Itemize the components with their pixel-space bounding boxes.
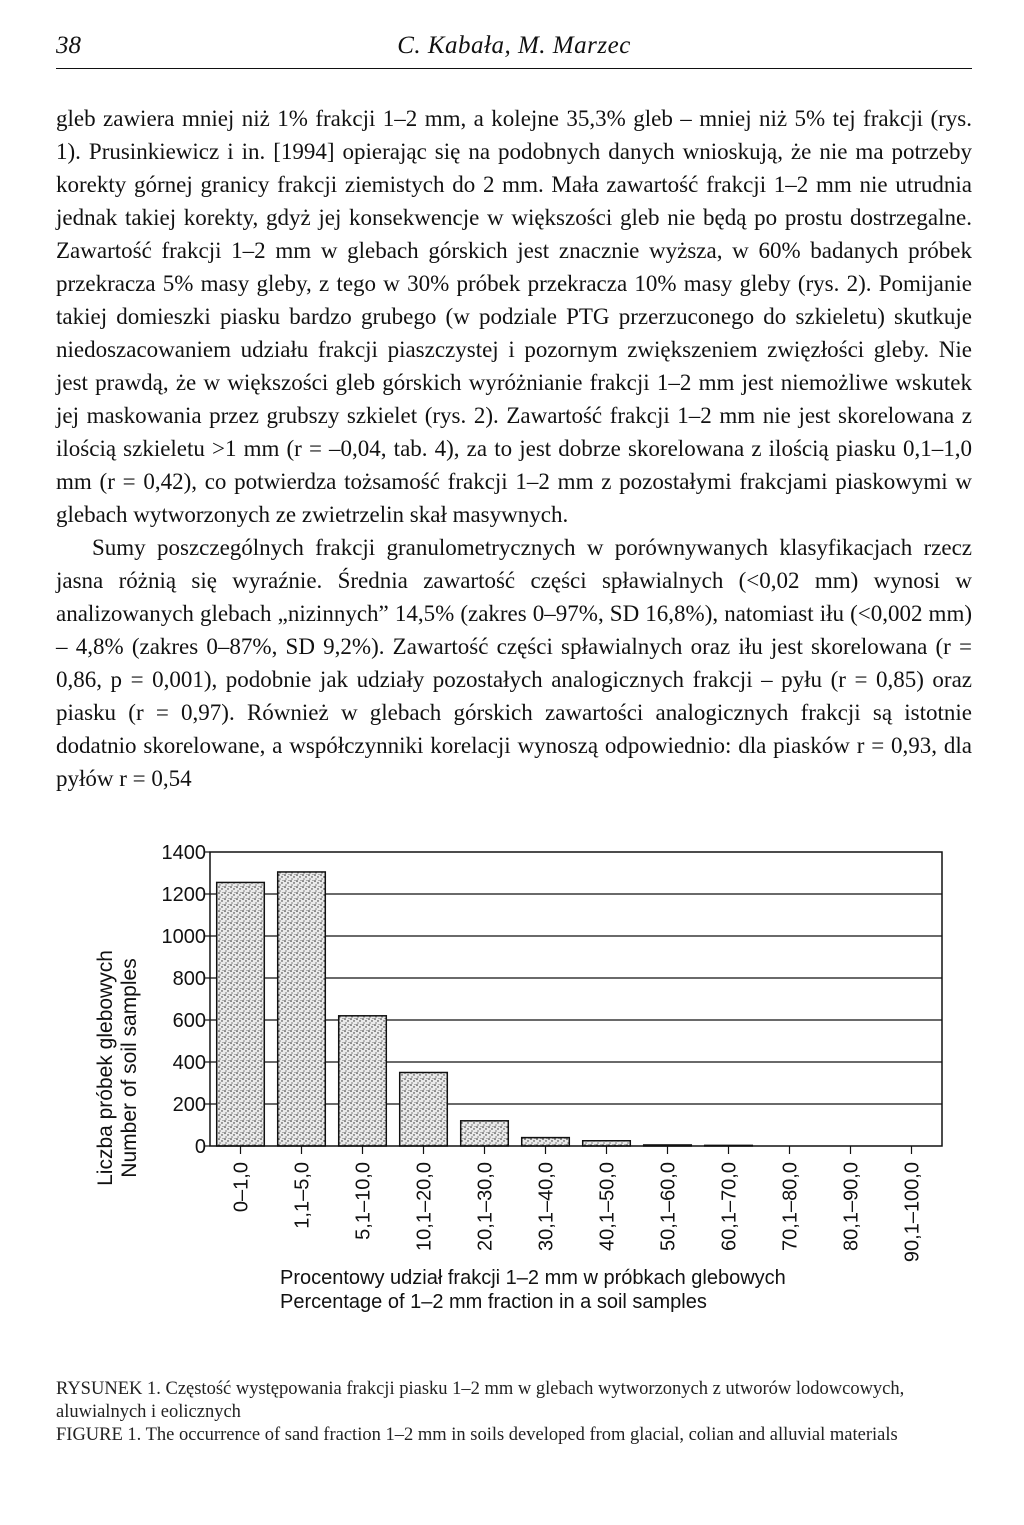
bar-2 (278, 872, 326, 1146)
y-axis-label-en: Number of soil samples (118, 958, 141, 1178)
x-axis-label-en: Percentage of 1–2 mm fraction in a soil samples (280, 1291, 707, 1313)
x-tick-label: 90,1–100,0 (901, 1162, 924, 1263)
figure-caption (56, 1378, 972, 1447)
running-head-authors: C. Kabała, M. Marzec (397, 32, 631, 59)
x-tick-label: 1,1–5,0 (291, 1162, 314, 1229)
x-tick-label: 5,1–10,0 (352, 1162, 375, 1240)
bar-6 (522, 1138, 570, 1146)
bar-5 (461, 1121, 509, 1146)
paragraph-2: Sumy poszczególnych frakcji granulometrycznych w porównywanych klasyfikacjach rzecz jasna różnią się wyraźnie. Średnia zawartość części spławialnych (<0,02 mm) wynosi w analizowanych glebach „nizinnych” 14,5% (zakres 0–97%, SD 16,8%), natomiast iłu (<0,002 mm) – 4,8% (zakres 0–87%, SD 9,2%). Zawartość części spławialnych oraz iłu jest skorelowana (r = 0,86, p = 0,001), podobnie jak udziały pozostałych analogicznych frakcji – pyłu (r = 0,85) oraz piasku (r = 0,97). Również w glebach górskich zawartości analogicznych frakcji są istotnie dodatnio skorelowane, a współczynniki korelacji wynoszą odpowiednio: dla piasków r = 0,93, dla pyłów r = 0,54 (56, 535, 972, 791)
x-tick-label: 50,1–60,0 (657, 1162, 680, 1251)
y-tick-label: 400 (172, 1052, 206, 1074)
x-tick-label: 10,1–20,0 (413, 1162, 436, 1251)
bar-4 (400, 1073, 448, 1147)
y-tick-label: 800 (172, 968, 206, 990)
y-tick-label: 200 (172, 1094, 206, 1116)
x-tick-label: 80,1–90,0 (840, 1162, 863, 1251)
page-header (56, 28, 972, 69)
x-tick-label: 40,1–50,0 (596, 1162, 619, 1251)
y-axis-label-pl: Liczba próbek glebowych (94, 950, 117, 1186)
bar-3 (339, 1016, 387, 1146)
bar-7 (583, 1141, 631, 1146)
caption-en: FIGURE 1. The occurrence of sand fraction 1–2 mm in soils developed from glacial, colian and alluvial materials (56, 1425, 898, 1445)
x-tick-label: 20,1–30,0 (474, 1162, 497, 1251)
y-tick-label: 1000 (161, 926, 206, 948)
bar-chart (80, 838, 960, 1318)
x-tick-label: 0–1,0 (230, 1162, 253, 1213)
body-text (56, 102, 972, 795)
y-tick-label: 1200 (161, 884, 206, 906)
x-tick-label: 70,1–80,0 (779, 1162, 802, 1251)
bar-1 (217, 882, 265, 1146)
x-tick-label: 30,1–40,0 (535, 1162, 558, 1251)
page-number: 38 (56, 32, 81, 59)
x-tick-label: 60,1–70,0 (718, 1162, 741, 1251)
x-axis-label-pl: Procentowy udział frakcji 1–2 mm w próbkach glebowych (280, 1267, 786, 1289)
y-tick-label: 0 (194, 1136, 206, 1158)
caption-pl: RYSUNEK 1. Częstość występowania frakcji piasku 1–2 mm w glebach wytworzonych z utworów lodowcowych, aluwialnych i eolicznych (56, 1379, 905, 1422)
y-tick-label: 600 (172, 1010, 206, 1032)
y-tick-label: 1400 (161, 842, 206, 864)
paragraph-1: gleb zawiera mniej niż 1% frakcji 1–2 mm, a kolejne 35,3% gleb – mniej niż 5% tej frakcji (rys. 1). Prusinkiewicz i in. [1994] opierając się na podobnych danych wnioskują, że nie ma potrzeby korekty górnej granicy frakcji ziemistych do 2 mm. Mała zawartość frakcji 1–2 mm nie utrudnia jednak takiej korekty, gdyż jej konsekwencje w większości gleb nie będą po prostu dostrzegalne. Zawartość frakcji 1–2 mm w glebach górskich jest znacznie wyższa, w 60% badanych próbek przekracza 5% masy gleby, z tego w 30% próbek przekracza 10% masy gleby (rys. 2). Pomijanie takiej domieszki piasku bardzo grubego (w podziale PTG przerzuconego do szkieletu) skutkuje niedoszacowaniem udziału frakcji piaszczystej i pozornym zwiększeniem zwięzłości gleby. Nie jest prawdą, że w większości gleb górskich wyróżnianie frakcji 1–2 mm jest niemożliwe wskutek jej maskowania przez grubszy szkielet (rys. 2). Zawartość frakcji 1–2 mm nie jest skorelowana z ilością szkieletu >1 mm (r = –0,04, tab. 4), za to jest dobrze skorelowana z ilością piasku 0,1–1,0 mm (r = 0,42), co potwierdza tożsamość frakcji 1–2 mm z pozostałymi frakcjami piaskowymi w glebach wytworzonych ze zwietrzelin skał masywnych. (56, 106, 972, 527)
